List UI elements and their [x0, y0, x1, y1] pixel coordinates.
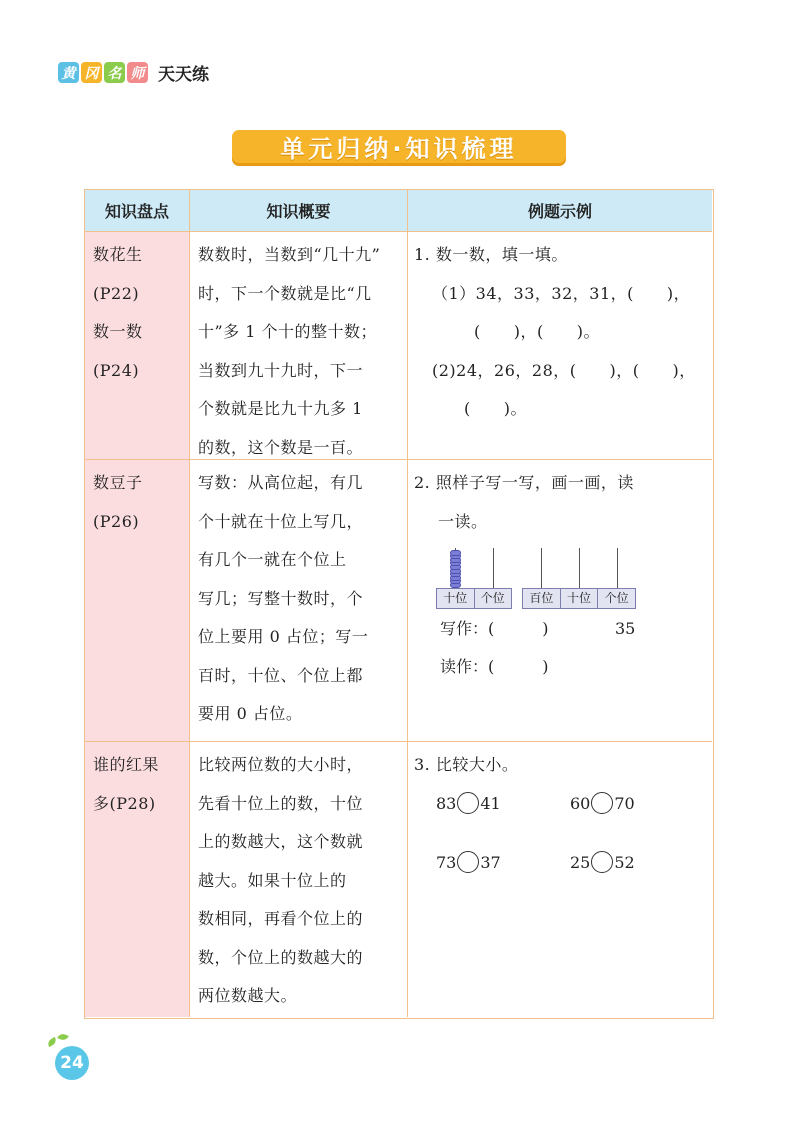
compare-item — [436, 792, 501, 814]
row3-summary-line: 两位数越大。 — [198, 986, 298, 1005]
header-example: 例题示例 — [408, 190, 712, 232]
abacus-label: 个位 — [604, 591, 629, 605]
abacus-blank — [522, 548, 636, 608]
brand-char-2: 冈 — [81, 62, 102, 83]
row3-summary-cell — [190, 742, 408, 1017]
abacus-base-blank — [522, 588, 636, 609]
row2-summary-line: 写数：从高位起，有几 — [198, 473, 364, 492]
row3-summary-line: 比较两位数的大小时， — [198, 755, 364, 774]
compare-right: 37 — [480, 852, 501, 872]
compare-left: 73 — [436, 852, 457, 872]
row3-summary-line: 先看十位上的数，十位 — [198, 793, 364, 813]
brand-char-3: 名 — [104, 62, 125, 83]
row3-topic-line: 谁的红果 — [93, 755, 160, 774]
row1-topic-line: (P22) — [93, 283, 140, 303]
row1-topic-line: 数一数 — [93, 322, 143, 341]
row3-summary-line: 数，个位上的数越大的 — [198, 947, 364, 967]
abacus-example — [436, 548, 512, 608]
row1-summary-cell — [190, 232, 408, 460]
abacus-label: 十位 — [437, 589, 475, 608]
compare-circle[interactable] — [591, 792, 613, 814]
row2-summary-line: 个十就在十位上写几， — [198, 511, 364, 531]
row3-example-cell — [408, 742, 712, 1017]
compare-circle[interactable] — [591, 851, 613, 873]
compare-right: 70 — [614, 793, 635, 813]
section-title: 单元归纳·知识梳理 — [280, 135, 518, 163]
row3-topic-line: 多(P28) — [93, 793, 156, 813]
example3-question: 3. 比较大小。 — [414, 755, 519, 774]
compare-item — [570, 851, 635, 873]
knowledge-table — [84, 189, 714, 1019]
brand-char-4: 师 — [127, 62, 148, 83]
read-label: 读作：( ) — [440, 657, 549, 676]
example2-question: 2. 照样子写一写，画一画，读 — [414, 473, 634, 492]
row1-topic-line: (P24) — [93, 360, 140, 380]
compare-item — [570, 792, 635, 814]
row2-topic-line: (P26) — [93, 511, 140, 531]
row2-topic-line: 数豆子 — [93, 473, 143, 492]
row2-summary-line: 百时，十位、个位上都 — [198, 665, 364, 685]
row3-summary-line: 数相同，再看个位上的 — [198, 909, 364, 928]
example1-line: （1）34，33，32，31，( )， — [432, 283, 691, 303]
compare-left: 83 — [436, 793, 457, 813]
leaf-icon — [46, 1037, 58, 1047]
abacus-label: 个位 — [480, 591, 505, 605]
row1-topic-line: 数花生 — [93, 245, 143, 264]
example2-line: 一读。 — [438, 511, 488, 531]
compare-circle[interactable] — [457, 792, 479, 814]
abacus-rod-ones — [493, 548, 494, 588]
brand-header — [58, 60, 209, 85]
compare-left: 60 — [570, 793, 591, 813]
compare-circle[interactable] — [457, 851, 479, 873]
header-topic: 知识盘点 — [85, 190, 190, 232]
compare-right: 41 — [480, 793, 501, 813]
brand-char-1: 黄 — [58, 62, 79, 83]
row2-summary-cell — [190, 460, 408, 742]
row2-summary-line: 要用 0 占位。 — [198, 704, 303, 723]
row1-summary-line: 数数时，当数到“几十九” — [198, 245, 381, 264]
row1-summary-line: 十”多 1 个十的整十数； — [198, 322, 378, 341]
row3-topic-cell — [85, 742, 190, 1017]
page-number: 24 — [55, 1046, 89, 1080]
row1-summary-line: 个数就是比九十九多 1 — [198, 399, 363, 418]
compare-item — [436, 851, 501, 873]
abacus-label: 十位 — [561, 589, 599, 608]
row3-summary-line: 上的数越大，这个数就 — [198, 832, 364, 851]
row1-summary-line: 当数到九十九时，下一 — [198, 360, 364, 380]
row2-summary-line: 写几；写整十数时，个 — [198, 588, 364, 608]
example1-line: ( )，( )。 — [474, 322, 600, 341]
brand-subtitle: 天天练 — [158, 65, 209, 85]
abacus-rod-hundreds — [541, 548, 542, 588]
abacus-bead — [450, 550, 461, 556]
compare-left: 25 — [570, 852, 591, 872]
row2-example-cell — [408, 460, 712, 742]
row3-summary-line: 越大。如果十位上的 — [198, 870, 347, 890]
example1-question: 1. 数一数，填一填。 — [414, 245, 568, 264]
abacus-rod-ones — [617, 548, 618, 588]
row1-summary-line: 时，下一个数就是比“几 — [198, 283, 372, 303]
write-label: 写作：( ) — [440, 619, 549, 638]
leaf-icon — [57, 1032, 68, 1041]
write-value: 35 — [615, 619, 636, 638]
row2-summary-line: 有几个一就在个位上 — [198, 550, 347, 569]
row2-summary-line: 位上要用 0 占位；写一 — [198, 627, 369, 646]
abacus-base-example — [436, 588, 512, 609]
compare-right: 52 — [614, 852, 635, 872]
abacus-label: 百位 — [523, 589, 561, 608]
example1-line: (2)24，26，28，( )，( )， — [432, 360, 696, 380]
example1-line: ( )。 — [464, 399, 527, 418]
section-banner — [232, 130, 566, 163]
row1-example-cell — [408, 232, 712, 460]
header-summary: 知识概要 — [190, 190, 408, 232]
write-read-block — [440, 610, 549, 686]
row2-topic-cell — [85, 460, 190, 742]
row1-summary-line: 的数，这个数是一百。 — [198, 437, 364, 457]
abacus-rod-tens — [579, 548, 580, 588]
row1-topic-cell — [85, 232, 190, 460]
